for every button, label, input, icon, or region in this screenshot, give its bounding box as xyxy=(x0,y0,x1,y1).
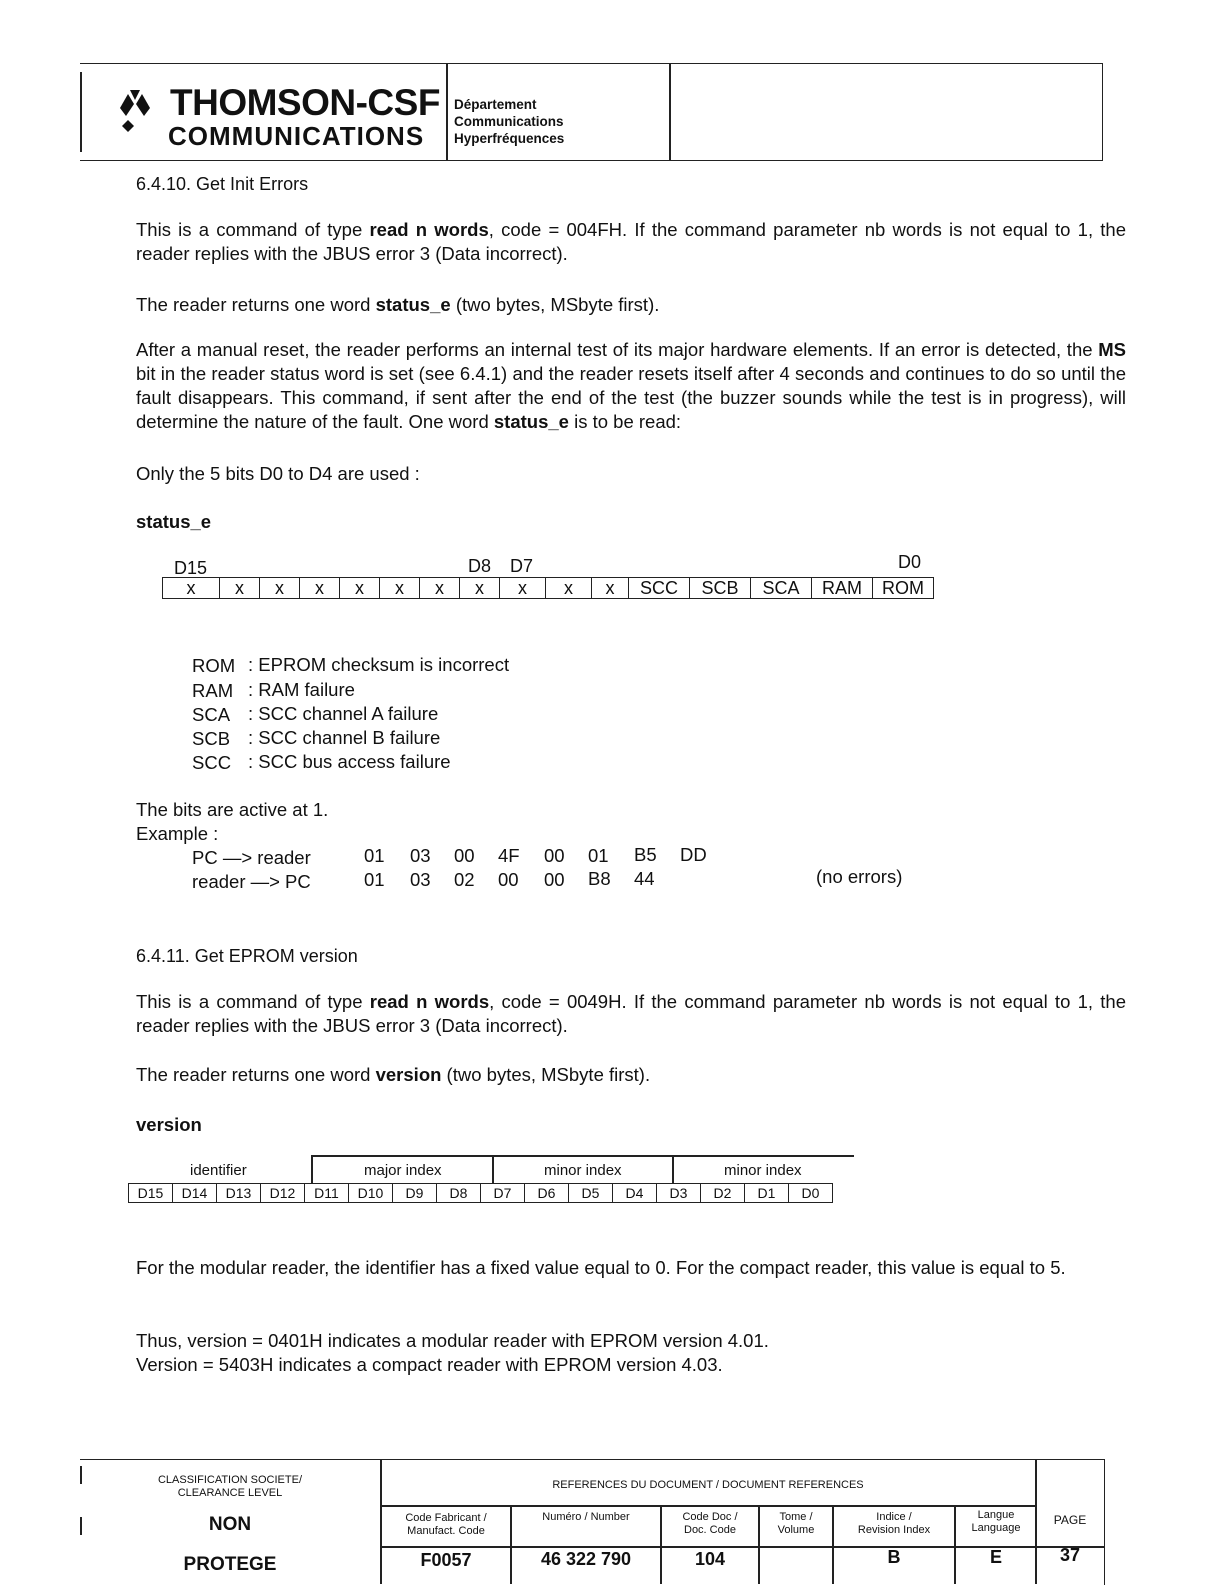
bit-cell: D1 xyxy=(745,1184,789,1203)
ref-col-label: Code Doc / Doc. Code xyxy=(682,1511,738,1536)
classification-label xyxy=(110,1474,350,1500)
bit-label: D7 xyxy=(510,556,534,576)
bit-cell: D14 xyxy=(173,1184,217,1203)
ref-col-label: Numéro / Number xyxy=(542,1511,630,1523)
dept-line: Hyperfréquences xyxy=(454,131,565,146)
paragraph: After a manual reset, the reader performs an internal test of its major hardware elements. If an error is detected, the MS bit in the reader status word is set (see 6.4.1) and the reader resets itself after 4 seconds and continues to do so until the fault disappears. This command, if sent after the end of the test (the buzzer sounds while the test is in progress), will determine the nature of the fault. One word status_e is to be read: xyxy=(136,339,1126,432)
bit-cell: D3 xyxy=(657,1184,701,1203)
section-title: 6.4.10. Get Init Errors xyxy=(136,174,309,194)
bit-cell: SCA xyxy=(751,578,812,599)
group-label: minor index xyxy=(544,1162,622,1179)
bit-cell: RAM xyxy=(812,578,873,599)
dept-line: Communications xyxy=(454,114,564,129)
paragraph: The reader returns one word version (two bytes, MSbyte first). xyxy=(136,1064,651,1085)
group-top-line xyxy=(311,1155,854,1157)
group-label: minor index xyxy=(724,1162,802,1179)
example-direction: PC —> reader xyxy=(192,847,311,868)
bit-cell: x xyxy=(340,578,380,599)
note-text: The bits are active at 1. xyxy=(136,799,329,820)
company-name: THOMSON-CSF xyxy=(170,82,440,123)
def-value: : SCC channel A failure xyxy=(248,703,439,724)
bit-cell: D6 xyxy=(525,1184,569,1203)
ref-value: F0057 xyxy=(420,1550,472,1570)
def-value: : EPROM checksum is incorrect xyxy=(248,654,510,675)
header-divider xyxy=(669,63,671,160)
bit-cell: D11 xyxy=(305,1184,349,1203)
example-note: (no errors) xyxy=(816,866,903,887)
bit-label: D0 xyxy=(898,552,922,572)
section-title: 6.4.11. Get EPROM version xyxy=(136,946,358,966)
bit-cell: D13 xyxy=(217,1184,261,1203)
example-byte: 03 xyxy=(410,869,431,890)
bit-cell: D8 xyxy=(437,1184,481,1203)
example-byte: 01 xyxy=(364,869,385,890)
example-byte: 4F xyxy=(498,845,520,866)
status-e-bit-table xyxy=(162,577,934,599)
bit-cell: SCB xyxy=(690,578,751,599)
header-left-border xyxy=(80,72,82,152)
example-byte: 01 xyxy=(588,845,609,866)
bit-cell: x xyxy=(420,578,460,599)
def-value: : RAM failure xyxy=(248,679,355,700)
bit-label: D8 xyxy=(468,556,492,576)
bit-cell: D2 xyxy=(701,1184,745,1203)
paragraph: This is a command of type read n words, code = 0049H. If the command parameter nb words is not equal to 1, the reader replies with the JBUS error 3 (Data incorrect). xyxy=(136,991,1127,1036)
register-title: version xyxy=(136,1114,202,1135)
bit-cell: D12 xyxy=(261,1184,305,1203)
bit-cell: D10 xyxy=(349,1184,393,1203)
header-divider xyxy=(446,63,448,160)
bit-cell: x xyxy=(220,578,260,599)
example-byte: B5 xyxy=(634,844,657,865)
group-label: major index xyxy=(364,1162,442,1179)
example-label: Example : xyxy=(136,823,219,844)
paragraph: Version = 5403H indicates a compact reader with EPROM version 4.03. xyxy=(136,1354,723,1375)
example-byte: 00 xyxy=(544,845,565,866)
bit-cell: x xyxy=(260,578,300,599)
paragraph: Only the 5 bits D0 to D4 are used : xyxy=(136,463,420,484)
def-key: RAM xyxy=(192,680,234,701)
bit-cell: D9 xyxy=(393,1184,437,1203)
bit-cell: D15 xyxy=(129,1184,173,1203)
example-byte: DD xyxy=(680,844,707,865)
def-key: SCA xyxy=(192,704,231,725)
bit-cell: x xyxy=(592,578,629,599)
example-byte: 44 xyxy=(634,868,655,889)
def-key: ROM xyxy=(192,655,236,676)
bit-cell: D0 xyxy=(789,1184,833,1203)
example-direction: reader —> PC xyxy=(192,871,311,892)
bit-cell: x xyxy=(460,578,500,599)
footer-left-border xyxy=(80,1517,82,1535)
classification-value: PROTEGE xyxy=(183,1554,277,1575)
label-line: CLEARANCE LEVEL xyxy=(177,1487,283,1499)
bit-cell: x xyxy=(546,578,592,599)
ref-col-label: Indice / Revision Index xyxy=(857,1511,931,1536)
ref-col-label: Langue Language xyxy=(971,1509,1021,1534)
ref-value: 104 xyxy=(694,1549,726,1569)
ref-col-label: Code Fabricant / Manufact. Code xyxy=(405,1512,487,1537)
def-value: : SCC channel B failure xyxy=(248,727,441,748)
def-key: SCC xyxy=(192,752,232,773)
company-logo-icon xyxy=(112,86,158,136)
paragraph: The reader returns one word status_e (two bytes, MSbyte first). xyxy=(136,294,660,315)
classification-value: NON xyxy=(208,1514,252,1535)
bit-cell: x xyxy=(300,578,340,599)
footer-left-border xyxy=(80,1466,82,1484)
def-key: SCB xyxy=(192,728,231,749)
version-bit-table xyxy=(128,1183,833,1203)
paragraph: For the modular reader, the identifier has a fixed value equal to 0. For the compact reader, this value is equal to 5. xyxy=(136,1257,1066,1278)
example-byte: 00 xyxy=(454,845,475,866)
group-separator xyxy=(311,1155,313,1183)
example-byte: 00 xyxy=(498,869,519,890)
bit-cell: D5 xyxy=(569,1184,613,1203)
paragraph: Thus, version = 0401H indicates a modular reader with EPROM version 4.01. xyxy=(136,1330,769,1351)
company-division: COMMUNICATIONS xyxy=(168,121,425,151)
page-number: 37 xyxy=(1059,1545,1081,1565)
ref-value: 46 322 790 xyxy=(540,1549,632,1569)
bit-cell: D7 xyxy=(481,1184,525,1203)
register-title: status_e xyxy=(136,511,212,532)
bit-cell: SCC xyxy=(629,578,690,599)
label-line: CLASSIFICATION SOCIETE/ xyxy=(157,1474,303,1486)
dept-line: Département xyxy=(454,97,537,112)
bit-cell: D4 xyxy=(613,1184,657,1203)
bit-cell: x xyxy=(380,578,420,599)
ref-value: B xyxy=(887,1547,901,1567)
paragraph: This is a command of type read n words, code = 004FH. If the command parameter nb words is not equal to 1, the reader replies with the JBUS error 3 (Data incorrect). xyxy=(136,219,1127,264)
department-label xyxy=(454,96,564,147)
group-label: identifier xyxy=(190,1162,247,1179)
example-byte: 00 xyxy=(544,869,565,890)
example-byte: 01 xyxy=(364,845,385,866)
page-label: PAGE xyxy=(1053,1513,1087,1527)
bit-label: D15 xyxy=(174,558,208,578)
example-byte: 03 xyxy=(410,845,431,866)
ref-value: E xyxy=(989,1547,1002,1567)
refs-label: REFERENCES DU DOCUMENT / DOCUMENT REFERENCES xyxy=(552,1479,864,1491)
example-byte: B8 xyxy=(588,868,611,889)
bit-cell: x xyxy=(500,578,546,599)
example-byte: 02 xyxy=(454,869,475,890)
group-separator xyxy=(672,1155,674,1183)
ref-col-label: Tome / Volume xyxy=(777,1511,815,1536)
group-separator xyxy=(492,1155,494,1183)
def-value: : SCC bus access failure xyxy=(248,751,451,772)
footer-hline xyxy=(380,1505,1036,1507)
bit-cell: x xyxy=(163,578,220,599)
bit-cell: ROM xyxy=(873,578,934,599)
